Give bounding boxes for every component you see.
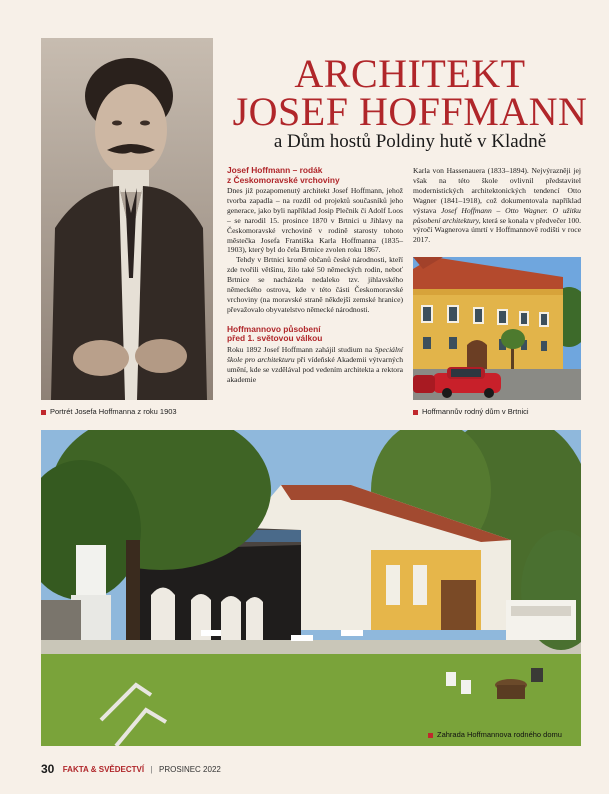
paragraph-4-text-b: která se konala v předvečer 100. výročí Wagnerova úmrtí v Hoffmannově rodišti v roce 2017. [413,215,581,245]
section-2-heading-line-2: před 1. světovou válkou [227,333,323,344]
title-line-2: JOSEF HOFFMANN [232,89,588,134]
house-caption [413,407,529,416]
article-title [220,51,600,134]
footer-separator: | [150,764,153,774]
caption-marker-icon [413,410,418,415]
page-number: 30 [41,762,55,776]
paragraph-4-text-a: Karla von Hassenauera (1833–1894). Nejvýrazněji jej však na této škole ovlivnil představitel modernistických architektonických tendencí Otto Wagner (1841–1918), což dokumentovala například výstava [413,166,581,215]
paragraph-4-emphasis: Josef Hoffmann – Otto Wagner. O užitku působení architektury, [413,205,581,225]
paragraph-3 [227,345,403,385]
portrait-caption-text: Portrét Josefa Hoffmanna z roku 1903 [50,407,177,416]
article-subtitle: a Dům hostů Poldiny hutě v Kladně [273,131,547,152]
section-1-heading-line-1: Josef Hoffmann – rodák [227,165,323,175]
section-2-heading [227,325,403,344]
paragraph-3-text-b: při vídeňské Akademii výtvarných umění, kde se vzdělával pod vedením architekta a rektora akademie [227,354,403,384]
magazine-name: FAKTA & SVĚDECTVÍ [62,765,145,774]
paragraph-3-emphasis: Speciální škole pro architekturu [227,344,403,364]
article-column-1 [227,166,403,384]
portrait-caption [41,407,177,416]
issue-date: PROSINEC 2022 [159,765,221,774]
garden-caption-text: Zahrada Hoffmannova rodného domu [437,730,562,739]
section-1-heading-line-2: z Českomoravské vrchoviny [227,174,340,185]
paragraph-3-text-a: Roku 1892 Josef Hoffmann zahájil studium na [227,344,375,354]
birth-house-photo [413,257,581,400]
page-footer [41,762,221,776]
section-1-heading [227,166,403,185]
paragraph-1: Dnes již pozapomenutý architekt Josef Hoffmann, jehož tvorba zapadla – na rozdíl od projektů současníků jeho generace, jako byli například Josip Plečnik či Adolf Loos – se narodil 15. prosince 1870 v Brtnici u Jihlavy na Českomoravské vrchovině v rodině starosty tohoto městečka Josefa Františka Karla Hoffmanna (1835–1903), který byl do čela Brtnice zvolen roku 1867. [227,186,403,255]
article-column-2 [413,166,581,245]
paragraph-4 [413,166,581,245]
house-caption-text: Hoffmannův rodný dům v Brtnici [422,407,529,416]
caption-marker-icon [428,733,433,738]
portrait-photo [41,38,213,400]
garden-photo [41,430,581,746]
title-line-1: ARCHITEKT [294,51,526,96]
paragraph-2: Tehdy v Brtnici kromě občanů české národnosti, kteří zde tvořili většinu, žilo také 50 německých rodin, neboť Brtnice se nacházela nedaleko tzv. jihlavského německého ostrova, kde v této části Českomoravské vrchoviny (na moravské straně někdejší zemské hranice) převažovalo obyvatelstvo německé národnosti. [227,255,403,314]
garden-caption [428,730,562,739]
section-2-heading-line-1: Hoffmannovo působení [227,323,321,334]
caption-marker-icon [41,410,46,415]
